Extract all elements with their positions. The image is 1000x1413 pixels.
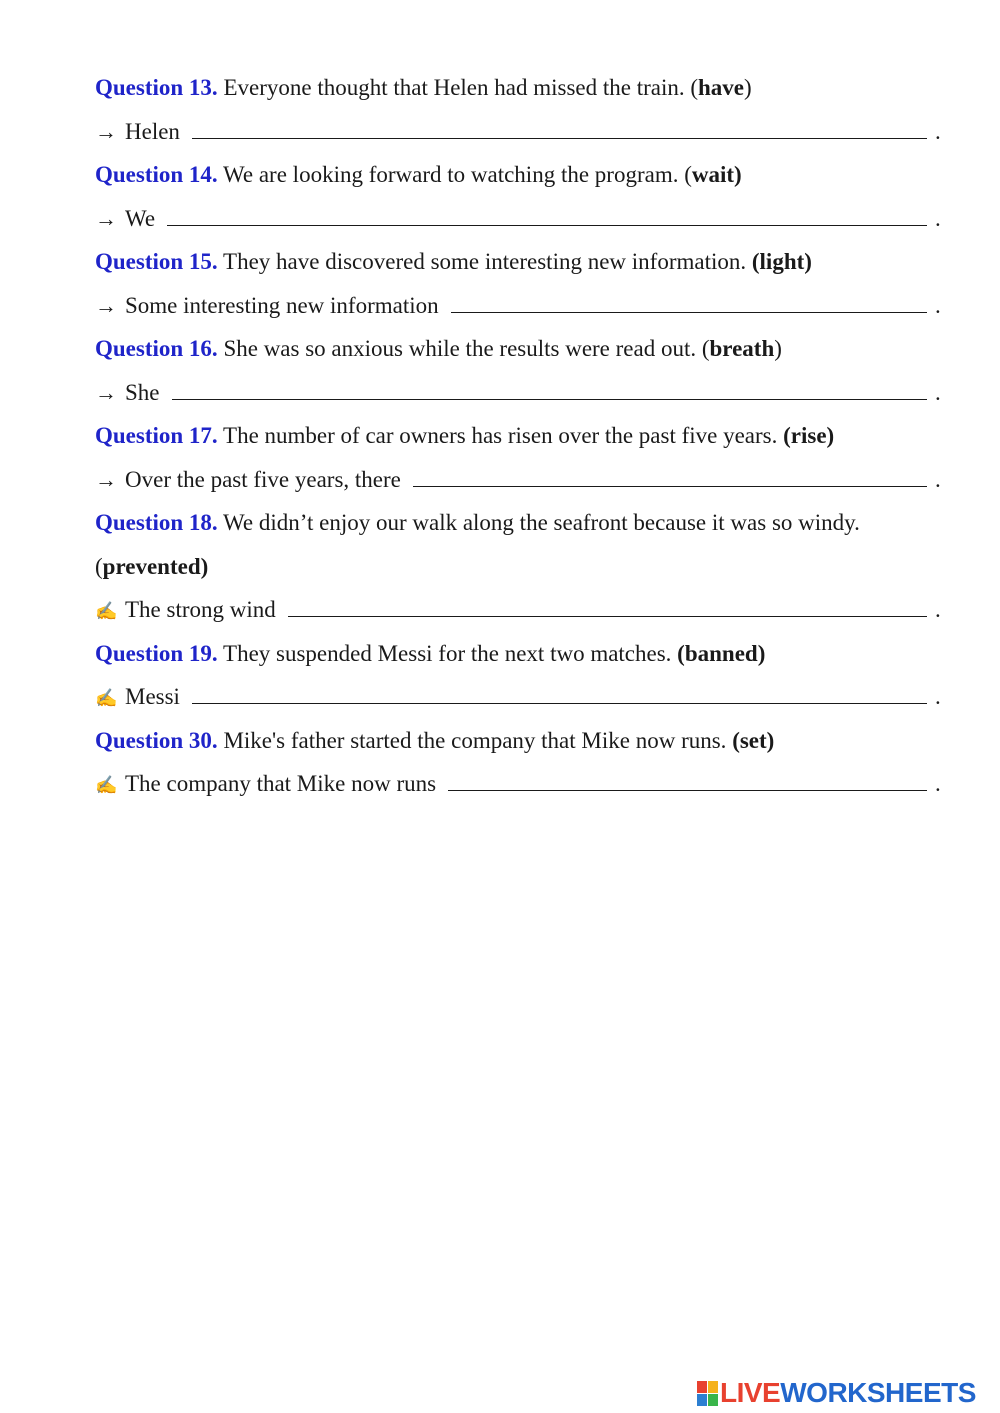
answer-start: She (125, 379, 160, 405)
full-stop: . (935, 379, 941, 405)
keyword: (banned) (677, 640, 766, 666)
keyword: (rise) (783, 423, 835, 448)
question-label: Question 19. (95, 640, 218, 666)
logo-text-live: LIVE (720, 1377, 781, 1408)
answer-line-15 (95, 284, 955, 328)
question-label: Question 30. (95, 727, 218, 753)
keyword: breath (709, 336, 775, 361)
question-text: Everyone thought that Helen had missed the train. ( (217, 75, 699, 100)
answer-start: Over the past five years, there (125, 466, 401, 492)
answer-blank[interactable] (451, 286, 927, 313)
answer-blank[interactable] (413, 460, 927, 487)
answer-start: The strong wind (125, 597, 276, 622)
answer-line-13 (95, 110, 955, 154)
liveworksheets-logo[interactable] (697, 1377, 976, 1408)
answer-start: Helen (125, 118, 180, 144)
question-label: Question 18. (95, 510, 218, 535)
question-text: We are looking forward to watching the program. ( (217, 162, 692, 187)
keyword: (set) (732, 727, 775, 753)
arrow-icon: → (95, 118, 117, 144)
full-stop: . (935, 597, 941, 622)
answer-start: The company that Mike now runs (125, 771, 437, 796)
answer-blank[interactable] (448, 764, 927, 791)
full-stop: . (935, 466, 941, 492)
answer-blank[interactable] (172, 373, 928, 400)
answer-line-19 (95, 675, 955, 719)
keyword: have (698, 75, 745, 100)
keyword: (light) (751, 249, 812, 274)
full-stop: . (935, 205, 941, 231)
question-19 (95, 632, 955, 676)
answer-blank[interactable] (192, 677, 927, 704)
full-stop: . (935, 684, 941, 709)
pen-icon: ✍ (95, 688, 118, 708)
answer-blank[interactable] (192, 112, 927, 139)
question-16: Question 16. She was so anxious while the results were read out. (breath) (95, 336, 782, 361)
arrow-icon: → (95, 466, 117, 492)
question-18 (95, 501, 955, 545)
answer-line-30 (95, 762, 955, 806)
answer-blank[interactable] (288, 590, 927, 617)
question-label: Question 17. (95, 423, 218, 448)
question-text: The number of car owners has risen over the past five years. (217, 423, 784, 448)
keyword: wait) (691, 162, 742, 187)
answer-line-14 (95, 197, 955, 241)
question-18-continued: (prevented) (95, 553, 209, 579)
worksheet (95, 66, 955, 806)
question-text: They have discovered some interesting new information. (217, 249, 752, 274)
answer-start: Some interesting new information (125, 292, 439, 318)
question-label: Question 16. (95, 336, 218, 361)
logo-mark-icon (697, 1381, 718, 1406)
question-text: We didn’t enjoy our walk along the seafront because it was so windy. (217, 510, 860, 535)
keyword: prevented) (102, 553, 209, 579)
arrow-icon: → (95, 205, 117, 231)
answer-start: Messi (125, 684, 180, 709)
answer-blank[interactable] (167, 199, 927, 226)
question-text: She was so anxious while the results were read out. ( (217, 336, 710, 361)
question-30 (95, 719, 955, 763)
question-label: Question 15. (95, 249, 218, 274)
answer-line-17 (95, 458, 955, 502)
pen-icon: ✍ (95, 601, 118, 621)
pen-icon: ✍ (95, 775, 118, 795)
logo-text-worksheets: WORKSHEETS (780, 1377, 976, 1408)
answer-line-18 (95, 588, 955, 632)
answer-start: We (125, 205, 156, 231)
question-13: Question 13. Everyone thought that Helen had missed the train. (have) (95, 75, 752, 100)
question-15 (95, 240, 955, 284)
arrow-icon: → (95, 379, 117, 405)
arrow-icon: → (95, 292, 117, 318)
full-stop: . (935, 118, 941, 144)
full-stop: . (935, 771, 941, 796)
question-14 (95, 153, 955, 197)
question-17 (95, 414, 955, 458)
question-label: Question 13. (95, 75, 218, 100)
question-text: Mike's father started the company that Mike now runs. (217, 727, 733, 753)
full-stop: . (935, 292, 941, 318)
question-label: Question 14. (95, 162, 218, 187)
question-text: They suspended Messi for the next two matches. (217, 640, 678, 666)
answer-line-16 (95, 371, 955, 415)
